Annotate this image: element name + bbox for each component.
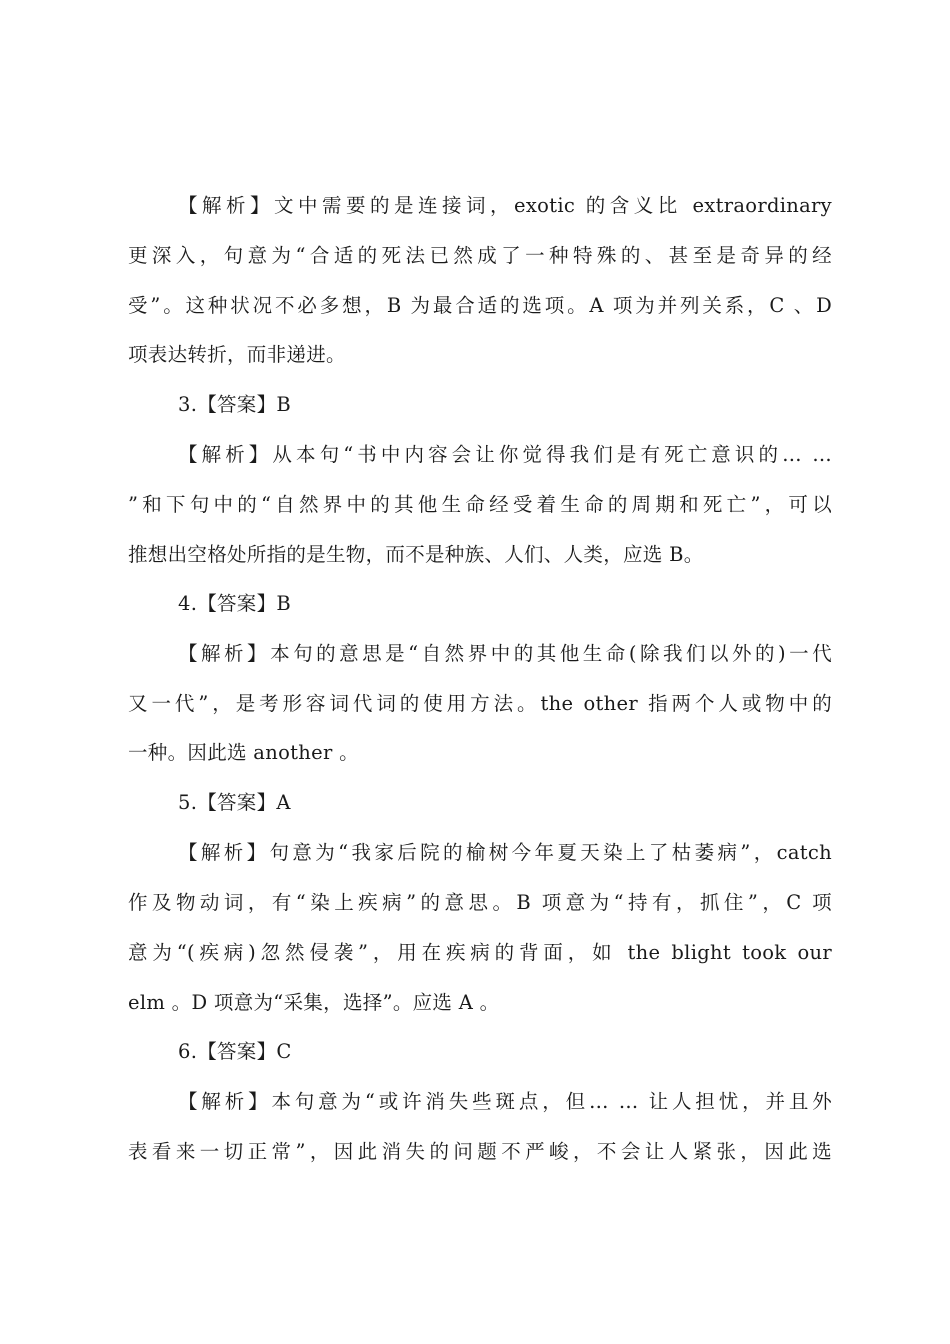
text-line: 又一代”，是考形容词代词的使用方法。the other 指两个人或物中的 bbox=[128, 692, 832, 715]
answer-heading: 3.【答案】B bbox=[178, 393, 292, 416]
text-line: 【解析】句意为“我家后院的榆树今年夏天染上了枯萎病”，catch bbox=[178, 841, 832, 864]
text-line: 更深入，句意为“合适的死法已然成了一种特殊的、甚至是奇异的经 bbox=[128, 244, 832, 267]
text-line: 【解析】本句意为“或许消失些斑点，但… … 让人担忧，并且外 bbox=[178, 1090, 832, 1113]
text-line: 【解析】本句的意思是“自然界中的其他生命(除我们以外的)一代 bbox=[178, 642, 832, 665]
text-line: 意为“(疾病)忽然侵袭”，用在疾病的背面，如 the blight took our bbox=[128, 941, 832, 964]
text-line: 作及物动词，有“染上疾病”的意思。B 项意为“持有，抓住”，C 项 bbox=[128, 891, 832, 914]
text-line: 一种。因此选 another 。 bbox=[128, 741, 359, 764]
text-line: 项表达转折，而非递进。 bbox=[128, 343, 346, 366]
answer-heading: 5.【答案】A bbox=[178, 791, 291, 814]
text-line: elm 。D 项意为“采集，选择”。应选 A 。 bbox=[128, 991, 500, 1014]
text-line: ”和下句中的“自然界中的其他生命经受着生命的周期和死亡”，可以 bbox=[128, 493, 832, 516]
text-line: 【解析】从本句“书中内容会让你觉得我们是有死亡意识的… … bbox=[178, 443, 832, 466]
answer-heading: 6.【答案】C bbox=[178, 1040, 292, 1063]
text-line: 受”。这种状况不必多想，B 为最合适的选项。A 项为并列关系，C 、D bbox=[128, 294, 832, 317]
text-line: 表看来一切正常”，因此消失的问题不严峻，不会让人紧张，因此选 bbox=[128, 1140, 832, 1163]
text-line: 【解析】文中需要的是连接词，exotic 的含义比 extraordinary bbox=[178, 194, 832, 217]
text-line: 推想出空格处所指的是生物，而不是种族、人们、人类，应选 B。 bbox=[128, 543, 704, 566]
answer-heading: 4.【答案】B bbox=[178, 592, 292, 615]
